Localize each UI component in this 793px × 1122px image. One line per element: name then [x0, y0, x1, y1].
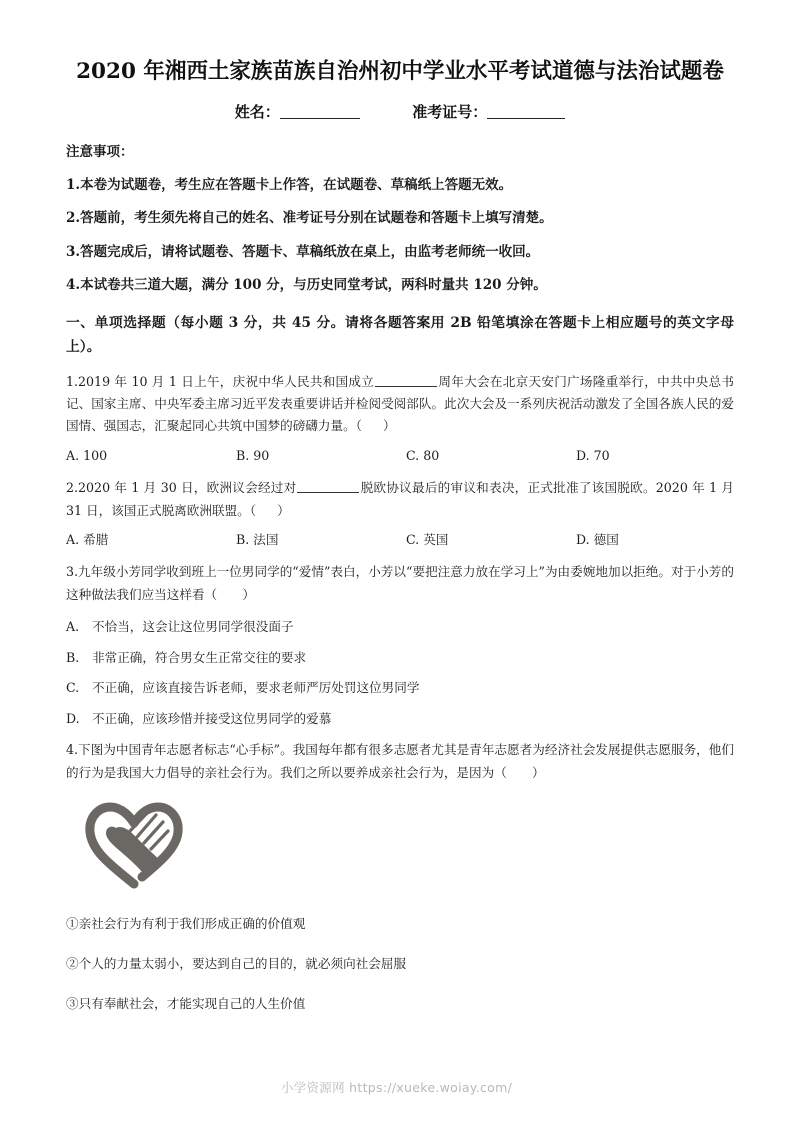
section-heading-multiple-choice: 一、单项选择题（每小题 3 分，共 45 分。请将各题答案用 2B 铅笔填涂在答题卡上相应题号的英文字母上）。 — [66, 315, 734, 355]
name-blank[interactable] — [280, 105, 360, 119]
question-1 — [66, 371, 734, 467]
footer-watermark: 小学资源网 https://xueke.woiay.com/ — [280, 1080, 513, 1095]
question-2-option-b-label: B. — [236, 532, 250, 548]
question-2-stem-part3: ） — [277, 502, 290, 518]
question-2-number: 2. — [66, 480, 79, 496]
question-1-option-c[interactable] — [406, 445, 576, 466]
question-3 — [66, 561, 734, 728]
question-3-option-a-label: A. — [66, 619, 80, 635]
question-2-option-a[interactable] — [66, 529, 236, 550]
notice-item-1: 1.本卷为试题卷，考生应在答题卡上作答，在试题卷、草稿纸上答题无效。 — [66, 177, 513, 194]
question-1-option-c-label: C. — [406, 447, 420, 463]
exam-number-blank[interactable] — [487, 105, 565, 119]
question-2-stem-part2: 脱欧协议最后的审议和表决，正式批准了该国脱欧。2020 年 1 月 31 日，该国正式脱离欧洲联盟。（ — [66, 480, 734, 518]
notice-item-4: 4.本试卷共三道大题，满分 100 分，与历史同堂考试，两科时量共 120 分钟。 — [66, 276, 547, 293]
question-2-option-c[interactable] — [406, 529, 576, 550]
question-2-option-c-text: 英国 — [423, 532, 449, 548]
question-1-option-d-text: 70 — [593, 447, 610, 463]
question-3-option-c[interactable] — [66, 678, 734, 698]
question-1-number: 1. — [66, 373, 79, 389]
question-3-option-b-text: 非常正确，符合男女生正常交往的要求 — [92, 649, 307, 665]
question-1-option-b[interactable] — [236, 445, 406, 466]
page-content — [66, 58, 734, 1015]
heart-hand-icon — [82, 798, 192, 894]
question-1-option-b-text: 90 — [253, 447, 270, 463]
question-4-stem — [66, 739, 734, 784]
question-2-inline-blank[interactable] — [297, 481, 359, 493]
question-2-options — [66, 529, 734, 550]
notice-heading: 注意事项： — [66, 143, 134, 160]
question-3-option-d-text: 不正确，应该珍惜并接受这位男同学的爱慕 — [92, 710, 332, 726]
question-2-option-a-label: A. — [66, 532, 80, 548]
question-1-option-d-label: D. — [576, 447, 590, 463]
question-1-option-b-label: B. — [236, 447, 250, 463]
notice-item-2: 2.答题前，考生须先将自己的姓名、准考证号分别在试题卷和答题卡上填写清楚。 — [66, 210, 553, 227]
question-4-number: 4. — [66, 742, 79, 758]
question-4 — [66, 739, 734, 1014]
question-1-option-a-label: A. — [66, 447, 80, 463]
question-1-option-a[interactable] — [66, 445, 236, 466]
question-2-option-b-text: 法国 — [253, 532, 279, 548]
question-3-number: 3. — [66, 564, 79, 580]
question-3-option-c-text: 不正确，应该直接告诉老师，要求老师严厉处罚这位男同学 — [92, 680, 420, 696]
question-1-option-a-text: 100 — [83, 447, 108, 463]
question-3-option-c-label: C. — [66, 680, 80, 696]
question-1-stem-part1: 2019 年 10 月 1 日上午，庆祝中华人民共和国成立 — [78, 373, 375, 389]
question-3-options — [66, 617, 734, 728]
question-2 — [66, 477, 734, 550]
question-2-option-d-text: 德国 — [593, 532, 619, 548]
question-3-option-a-text: 不恰当，这会让这位男同学很没面子 — [92, 619, 294, 635]
question-1-options — [66, 445, 734, 466]
question-4-statement-2: ②个人的力量太弱小，要达到自己的目的，就必须向社会屈服 — [66, 956, 407, 972]
question-4-statement-3: ③只有奉献社会，才能实现自己的人生价值 — [66, 996, 306, 1012]
question-1-option-c-text: 80 — [423, 447, 440, 463]
question-1-inline-blank[interactable] — [375, 375, 437, 387]
question-2-option-c-label: C. — [406, 532, 420, 548]
question-4-statements — [66, 914, 734, 1014]
question-2-option-d[interactable] — [576, 529, 746, 550]
question-1-option-d[interactable] — [576, 445, 746, 466]
identity-line — [66, 101, 734, 122]
question-3-stem-text: 九年级小芳同学收到班上一位男同学的“爱情”表白，小芳以“要把注意力放在学习上”为由委婉地加以拒绝。对于小芳的这种做法我们应当这样看（ ） — [66, 564, 734, 602]
question-1-stem — [66, 371, 734, 438]
question-4-stem-text: 下图为中国青年志愿者标志“心手标”。我国每年都有很多志愿者尤其是青年志愿者为经济社会发展提供志愿服务，他们的行为是我国大力倡导的亲社会行为。我们之所以要养成亲社会行为，是因为（ ） — [66, 742, 734, 780]
heart-hand-logo-figure — [82, 798, 192, 894]
name-label: 姓名： — [234, 102, 280, 121]
question-3-option-d[interactable] — [66, 709, 734, 729]
question-4-statement-1: ①亲社会行为有利于我们形成正确的价值观 — [66, 916, 306, 932]
name-field[interactable] — [235, 101, 360, 122]
question-1-answer-space[interactable] — [362, 418, 383, 433]
question-1-stem-part3: ） — [382, 418, 396, 434]
question-2-answer-space[interactable] — [256, 503, 277, 518]
exam-number-field[interactable] — [412, 101, 565, 122]
page-title: 2020 年湘西土家族苗族自治州初中学业水平考试道德与法治试题卷 — [76, 59, 724, 84]
exam-number-label: 准考证号： — [412, 102, 488, 121]
question-2-stem — [66, 477, 734, 522]
question-3-option-d-label: D. — [66, 710, 80, 726]
question-3-option-b[interactable] — [66, 648, 734, 668]
question-1-stem-part2: 周年大会在北京天安门广场隆重举行，中共中央总书记、国家主席、中央军委主席习近平发表重要讲话并检阅受阅部队。此次大会及一系列庆祝活动激发了全国各族人民的爱国情、强国志，汇聚起同心共筑中国梦的磅礴力量。（ — [66, 373, 735, 434]
question-2-option-a-text: 希腊 — [83, 532, 109, 548]
question-3-option-b-label: B. — [66, 649, 80, 665]
question-2-option-d-label: D. — [576, 532, 590, 548]
question-3-stem — [66, 561, 734, 606]
question-2-option-b[interactable] — [236, 529, 406, 550]
question-2-stem-part1: 2020 年 1 月 30 日，欧洲议会经过对 — [78, 480, 297, 496]
notice-item-3: 3.答题完成后，请将试题卷、答题卡、草稿纸放在桌上，由监考老师统一收回。 — [66, 243, 540, 260]
question-3-option-a[interactable] — [66, 617, 734, 637]
